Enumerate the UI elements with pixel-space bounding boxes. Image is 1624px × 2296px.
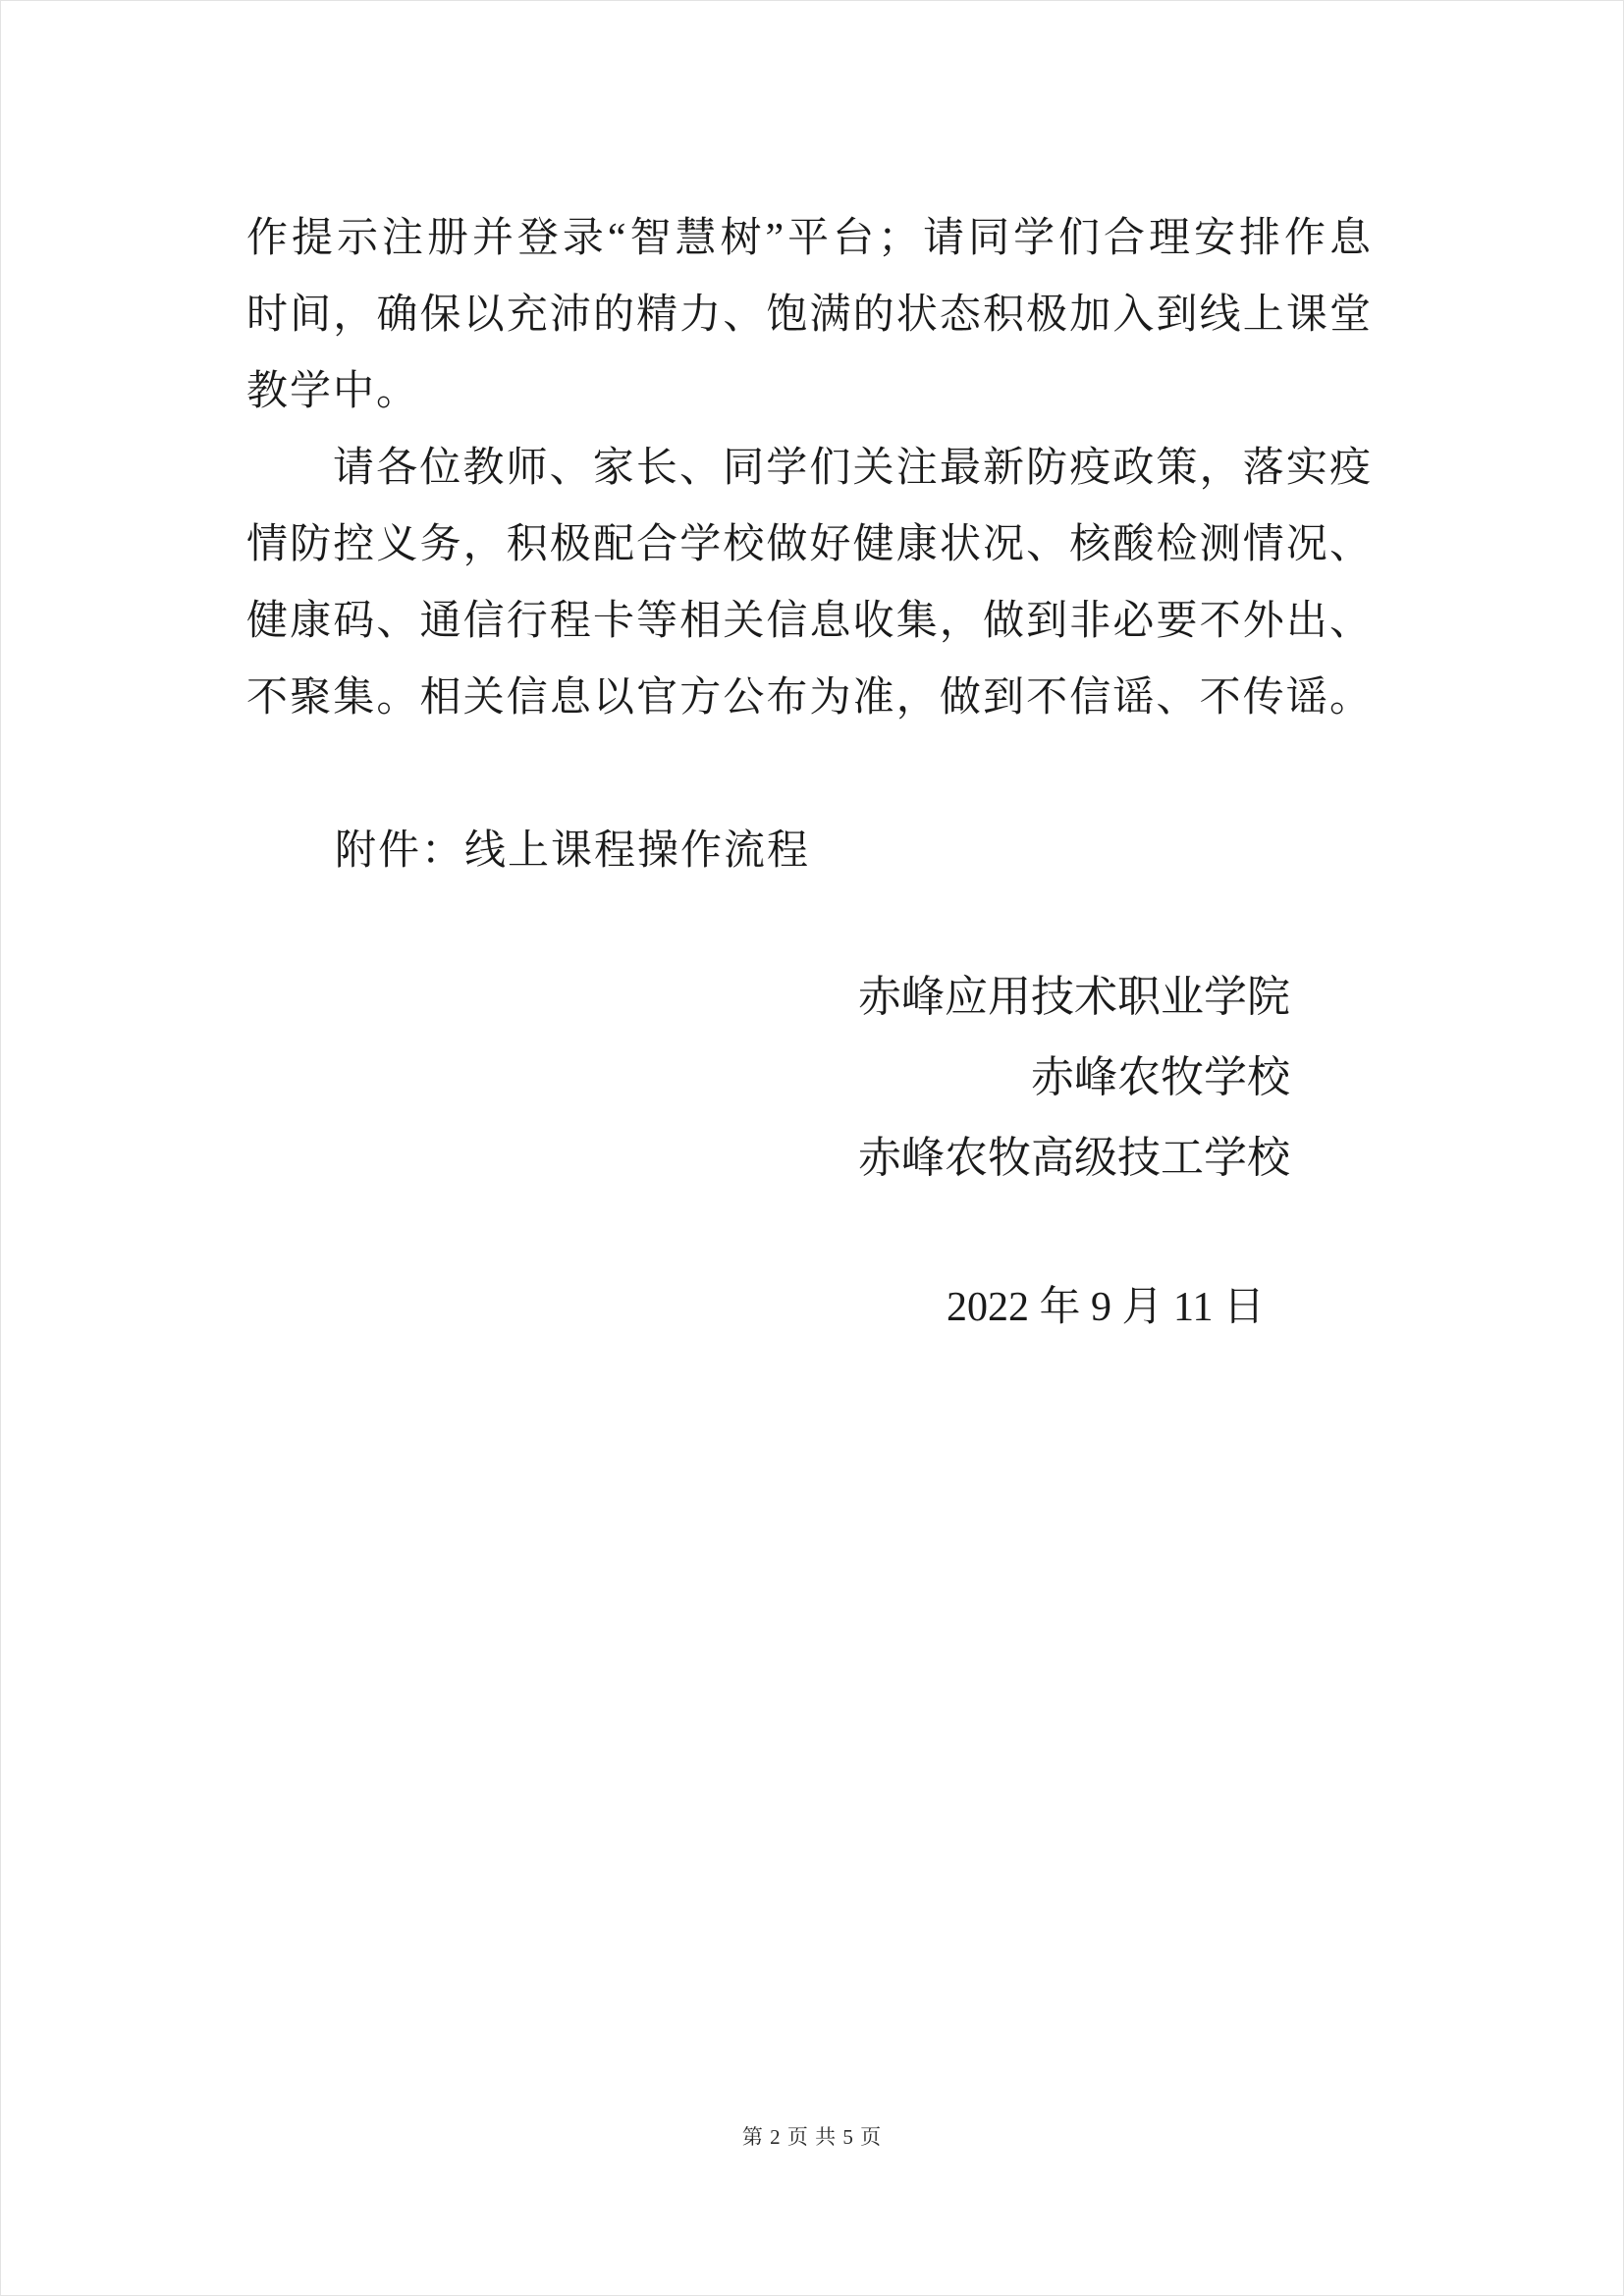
signature-line: 赤峰农牧学校 bbox=[1031, 1053, 1290, 1101]
body-line: 不聚集。相关信息以官方公布为准，做到不信谣、不传谣。 bbox=[246, 675, 1373, 721]
signature-block bbox=[701, 957, 1290, 1199]
signature-line: 赤峰农牧高级技工学校 bbox=[858, 1134, 1290, 1182]
body-line: 作提示注册并登录“智慧树”平台；请同学们合理安排作息 bbox=[246, 216, 1373, 261]
blank-line bbox=[246, 736, 1373, 813]
page-footer: 第 2 页 共 5 页 bbox=[741, 2125, 883, 2149]
document-body bbox=[246, 200, 1373, 889]
body-line: 时间，确保以充沛的精力、饱满的状态积极加入到线上课堂 bbox=[246, 293, 1373, 338]
body-line: 健康码、通信行程卡等相关信息收集，做到非必要不外出、 bbox=[246, 599, 1373, 644]
attachment-note: 附件：线上课程操作流程 bbox=[335, 828, 811, 874]
signature-line: 赤峰应用技术职业学院 bbox=[858, 973, 1290, 1021]
body-line: 情防控义务，积极配合学校做好健康状况、核酸检测情况、 bbox=[246, 522, 1373, 567]
date-line: 2022 年 9 月 11 日 bbox=[947, 1285, 1265, 1330]
body-line: 请各位教师、家长、同学们关注最新防疫政策，落实疫 bbox=[333, 446, 1373, 491]
body-line: 教学中。 bbox=[246, 369, 420, 414]
